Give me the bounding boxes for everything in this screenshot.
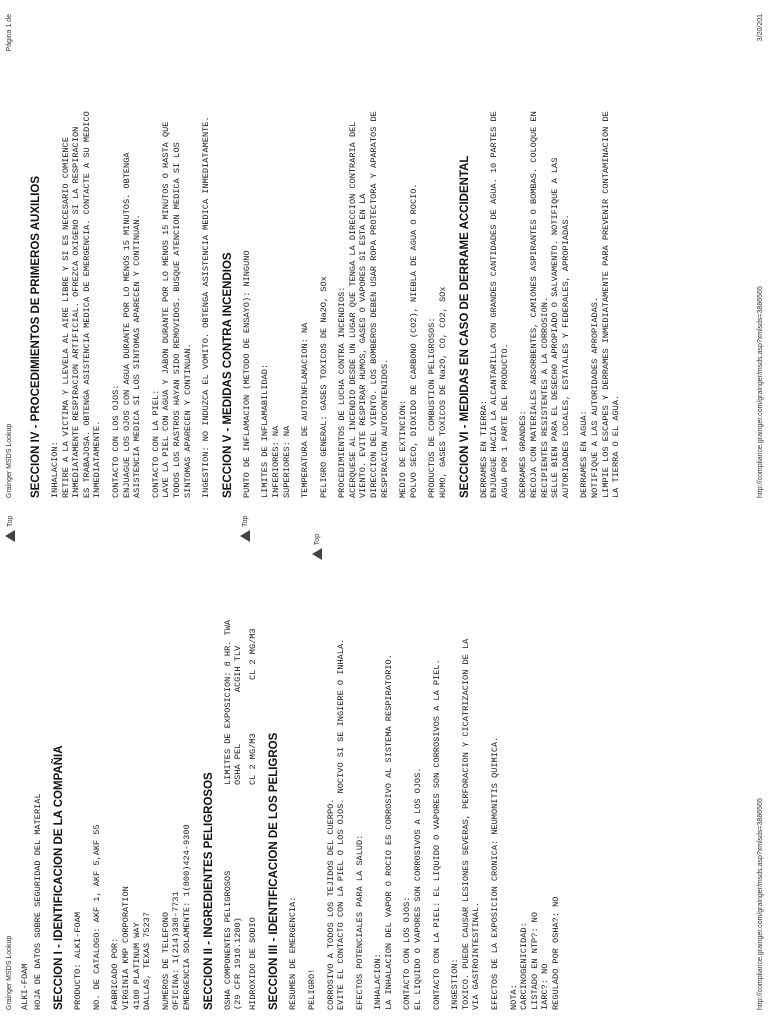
eyes-line: CONTACTO CON LOS OJOS: xyxy=(402,896,413,1010)
page-1-body xyxy=(20,526,562,1010)
catalog-line: NO. DE CATALOGO: AKF 1, AKF 5,AKF 55 xyxy=(91,824,102,1010)
components-head: OSHA COMPONENTES PELIGROSOS xyxy=(222,870,233,1010)
fa-eyes-line: ASISTENCIA MEDICA SI LOS SINTOMAS APARECEN Y CONTINUAN. xyxy=(132,214,143,498)
up-arrow-icon xyxy=(5,530,15,542)
firefighting-line: DIRECCION DEL VIENTO. LOS BOMBEROS DEBEN USAR ROPA PROTECTORA Y APARATOS DE xyxy=(369,111,380,498)
fa-inhalation-line: INMEDIATAMENTE RESPIRACION ARTIFICIAL. OFREZCA OXIGENO SI LA RESPIRACION xyxy=(71,126,82,498)
land-spill-line: ENJUAGUE HACIA LA ALCANTARILLA CON GRANDES CANTIDADES DE AGUA. 10 PARTES DE xyxy=(489,111,500,498)
manufacturer-line: FABRICADO POR: xyxy=(110,937,121,1010)
section-6-title: SECCION VI - MEDIDAS EN CASO DE DERRAME ACCIDENTAL xyxy=(458,155,471,498)
note-line: NOTA: xyxy=(508,984,519,1010)
firefighting-line: RESPIRACION AUTOCONTENIDOS. xyxy=(379,358,390,498)
land-spill-block xyxy=(479,14,511,498)
up-arrow-icon xyxy=(312,548,322,560)
large-spill-line: RECIPIENTES RESISTENTES A LA CORROSION. xyxy=(539,296,550,498)
phone-line: NUMEROS DE TELEFONO xyxy=(160,912,171,1010)
acgih-tlv-value: CL 2 MG/M3 xyxy=(247,628,258,680)
fa-skin-line: SINTOMAS APARECEN Y CONTINUAN. xyxy=(182,343,193,498)
health-effects-label: EFECTOS POTENCIALES PARA LA SALUD: xyxy=(354,834,365,1010)
chronic-effects: EFECTOS DE LA EXPOSICION CRONICA: NEUMONITIS QUIMICA. xyxy=(490,736,501,1010)
inhalation-block xyxy=(373,526,394,1010)
fa-eyes-line: ENJUAGUE LOS OJOS CON AGUA DURANTE POR LO MENOS 15 MINUTOS. OBTENGA xyxy=(121,152,132,498)
fa-inhalation-line: INHALACION: xyxy=(50,441,60,498)
page-header: Grainger MSDS Lookup xyxy=(6,935,13,1010)
ingredients-header xyxy=(223,526,244,1010)
phone-line: OFICINA: 1(214)330-7731 xyxy=(171,891,182,1010)
section-4-title: SECCION IV - PROCEDIMIENTOS DE PRIMEROS AUXILIOS xyxy=(30,175,42,498)
flammability-line: INFERIORES: NA xyxy=(270,425,281,498)
corrosive-line: EVITE EL CONTACTO CON LA PIEL O LOS OJOS. NOCIVO SI SE INGIERE O INHALA. xyxy=(336,638,347,1010)
manufacturer-line: DALLAS, TEXAS 75237 xyxy=(142,912,153,1010)
autoignition-temp: TEMPERATURA DE AUTOINFLAMACION: NA xyxy=(300,322,311,498)
fa-inhalation-line: RETIRE A LA VICTIMA Y LLEVELA AL AIRE LIBRE Y SI ES NECESARIO COMIENCE xyxy=(60,137,71,498)
page-label: Página 1 de xyxy=(6,14,13,52)
fa-skin-line: CONTACTO CON LA PIEL: xyxy=(150,389,161,498)
large-spill-line: AUTORIDADES LOCALES, ESTATALES Y FEDERALES, APROPIADAS. xyxy=(560,214,571,498)
ingestion-line: INGESTION: xyxy=(450,958,461,1010)
combustion-line: HUMO, GASES TOXICOS DE Na2O, CO, CO2, SOx xyxy=(438,286,449,498)
ingestion-block xyxy=(450,526,482,1010)
footer-url[interactable]: http://compliance.grainger.com/grainger/msds.asp?xmlsds=3886565 xyxy=(757,286,764,498)
ingestion-line: VIA GASTROINTESTINAL. xyxy=(471,901,482,1010)
water-spill-line: LIMPIE LOS ESCAPES Y DERRAMES INMEDIATAMENTE PARA PREVENIR CONTAMINACION DE xyxy=(600,111,611,498)
large-spill-line: RECOJA CON MATERIALES ABSORBENTES, CAMIONES ASPIRANTES O BOMBAS. COLOQUE EN xyxy=(529,111,539,498)
inhalation-line: INHALACION: xyxy=(373,953,384,1010)
manufacturer-block xyxy=(110,526,152,1010)
phone-line: EMERGENCIA SOLAMENTE: 1(800)424-9300 xyxy=(181,824,192,1010)
manufacturer-line: 4100 PLATINUM WAY xyxy=(131,922,142,1010)
inhalation-line: LA INHALACION DEL VAPOR O ROCIO ES CORROSIVO AL SISTEMA RESPIRATORIO. xyxy=(383,654,394,1010)
large-spill-line: DERRAMES GRANDES: xyxy=(518,410,529,498)
top-link-label: Top xyxy=(241,515,249,527)
firefighting-line: ACERQUESE AL INCENDIO DESDE UN LUGAR QUE TENGA LA DIRECCION CONTRARIA DEL xyxy=(347,121,358,498)
flammability-line: LIMITES DE INFLAMABILIDAD: xyxy=(260,363,271,498)
fa-inhalation-line: INMEDIATAMENTE. xyxy=(92,420,103,498)
section-1-title: SECCION I - IDENTIFICACION DE LA COMPAÑIA xyxy=(53,745,66,1010)
fa-ingestion-line: INGESTION: NO INDUZCA EL VOMITO. OBTENGA ASISTENCIA MEDICA INMEDIATAMENTE. xyxy=(201,116,212,498)
section-5-title: SECCION V - MEDIDAS CONTRA INCENDIOS xyxy=(221,252,234,498)
top-link[interactable] xyxy=(240,516,250,542)
limits-head: LIMITES DE EXPOSICION: 8 HR. TWA xyxy=(222,619,233,785)
combustion-products-block xyxy=(427,14,448,498)
page-header: Grainger MSDS Lookup xyxy=(6,423,13,498)
combustion-line: PRODUCTOS DE COMBUSTION PELIGROSOS: xyxy=(427,317,438,498)
fa-skin-line: TODOS LOS RASTROS HAYAN SIDO REMOVIDOS. BUSQUE ATENCION MEDICA SI LOS xyxy=(171,142,182,498)
flammability-line: SUPERIORES: NA xyxy=(281,425,292,498)
msds-page-1 xyxy=(0,512,768,1024)
manufacturer-line: VIRGINIA KMP CORPORATION xyxy=(120,886,131,1010)
corrosive-block xyxy=(326,526,347,1010)
components-head: (29 CFR 1910.1200) xyxy=(233,917,244,1010)
fa-skin-block xyxy=(151,14,193,498)
fa-inhalation-line: ES TRABAJOSA. OBTENGA ASISTENCIA MEDICA DE EMERGENCIA. CONTACTE A SU MEDICO xyxy=(81,111,92,498)
top-link[interactable] xyxy=(5,516,15,542)
limits-head: OSHA PEL ACGIH TLV xyxy=(233,645,244,785)
section-3-title: SECCION III - IDENTIFICACION DE LOS PELIGROS xyxy=(268,732,281,1010)
firefighting-block xyxy=(337,14,390,498)
section-2-title: SECCION II - INGREDIENTES PELIGROSOS xyxy=(202,772,215,1010)
ingredient-row xyxy=(248,526,259,1010)
water-spill-line: DERRAMES EN AGUA: xyxy=(579,410,590,498)
top-link[interactable] xyxy=(312,534,322,560)
water-spill-line: NOTIFIQUE A LAS AUTORIDADES APROPIADAS. xyxy=(589,296,600,498)
general-hazard: PELIGRO GENERAL: GASES TOXICOS DE Na2O, SOx xyxy=(318,276,329,498)
large-spill-block xyxy=(518,14,571,498)
flammability-block xyxy=(260,14,292,498)
ingredient-name: HIDROXIDO DE SODIO xyxy=(247,917,258,1010)
flash-point: PUNTO DE INFLAMACION (METODO DE ENSAYO): NINGUNO xyxy=(241,250,252,498)
danger-label: PELIGRO! xyxy=(306,968,317,1010)
note-block xyxy=(509,526,562,1010)
page-2-body xyxy=(20,14,622,498)
note-line: CARCINOGENICIDAD: xyxy=(519,922,530,1010)
eyes-block xyxy=(402,526,423,1010)
product-name: ALKI-FOAM xyxy=(20,963,30,1010)
firefighting-line: PROCEDIMIENTOS DE LUCHA CONTRA INCENDIOS: xyxy=(337,286,348,498)
footer-url[interactable]: http://compliance.grainger.com/grainger/msds.asp?xmlsds=3886565 xyxy=(757,798,764,1010)
fa-skin-line: LAVE LA PIEL CON AGUA Y JABON DURANTE POR LO MENOS 15 MINUTOS O HASTA QUE xyxy=(161,121,172,498)
phone-block xyxy=(161,526,193,1010)
note-line: REGULADO POR OSHA?: NO xyxy=(551,896,561,1010)
water-spill-block xyxy=(579,14,621,498)
top-link-label: Top xyxy=(6,515,14,527)
note-line: IARC?: NO xyxy=(540,963,551,1010)
top-link-label: Top xyxy=(313,534,321,546)
water-spill-line: LA TIERRA O EL AGUA. xyxy=(611,394,622,498)
skin-line: CONTACTO CON LA PIEL: EL LIQUIDO O VAPORES SON CORROSIVOS A LA PIEL. xyxy=(431,659,442,1010)
fa-eyes-block xyxy=(111,14,143,498)
firefighting-line: VIENTO. EVITE RESPIRAR HUMOS, GASES O VAPORES SI ESTA EN LA xyxy=(358,193,369,498)
land-spill-line: DERRAMES EN TIERRA: xyxy=(478,400,489,498)
up-arrow-icon xyxy=(240,530,250,542)
fa-inhalation-block xyxy=(50,14,103,498)
extinguishing-line: MEDIO DE EXTINCION: xyxy=(398,400,409,498)
osha-pel-value: CL 2 MG/M3 xyxy=(247,733,258,785)
corrosive-line: CORROSIVO A TODOS LOS TEJIDOS DEL CUERPO. xyxy=(325,798,336,1010)
extinguishing-block xyxy=(398,14,419,498)
large-spill-line: SELLE BIEN PARA EL DESECHO APROPIADO O SALVAMENTO. NOTIFIQUE A LAS xyxy=(550,157,561,498)
ingestion-line: TOXICO. PUEDE CAUSAR LESIONES SEVERAS, PERFORACION Y CICATRIZACION DE LA xyxy=(460,638,471,1010)
document-subtitle: HOJA DE DATOS SOBRE SEGURIDAD DEL MATERIAL xyxy=(32,793,43,1010)
land-spill-line: AGUA POR 1 PARTE DEL PRODUCTO. xyxy=(499,343,510,498)
fa-eyes-line: CONTACTO CON LOS OJOS: xyxy=(110,384,121,498)
note-line: LISTADO EN NTP?: NO xyxy=(529,912,540,1010)
extinguishing-line: POLVO SECO, DIOXIDO DE CARBONO (CO2), NIEBLA DE AGUA O ROCIO. xyxy=(408,183,419,498)
eyes-line: EL LIQUIDO O VAPORES SON CORROSIVOS A LOS OJOS. xyxy=(413,767,424,1010)
emergency-summary: RESUMEN DE EMERGENCIA: xyxy=(288,896,299,1010)
footer-date: 3/20/201 xyxy=(757,14,764,42)
product-line: PRODUCTO: ALKI-FOAM xyxy=(73,912,84,1010)
